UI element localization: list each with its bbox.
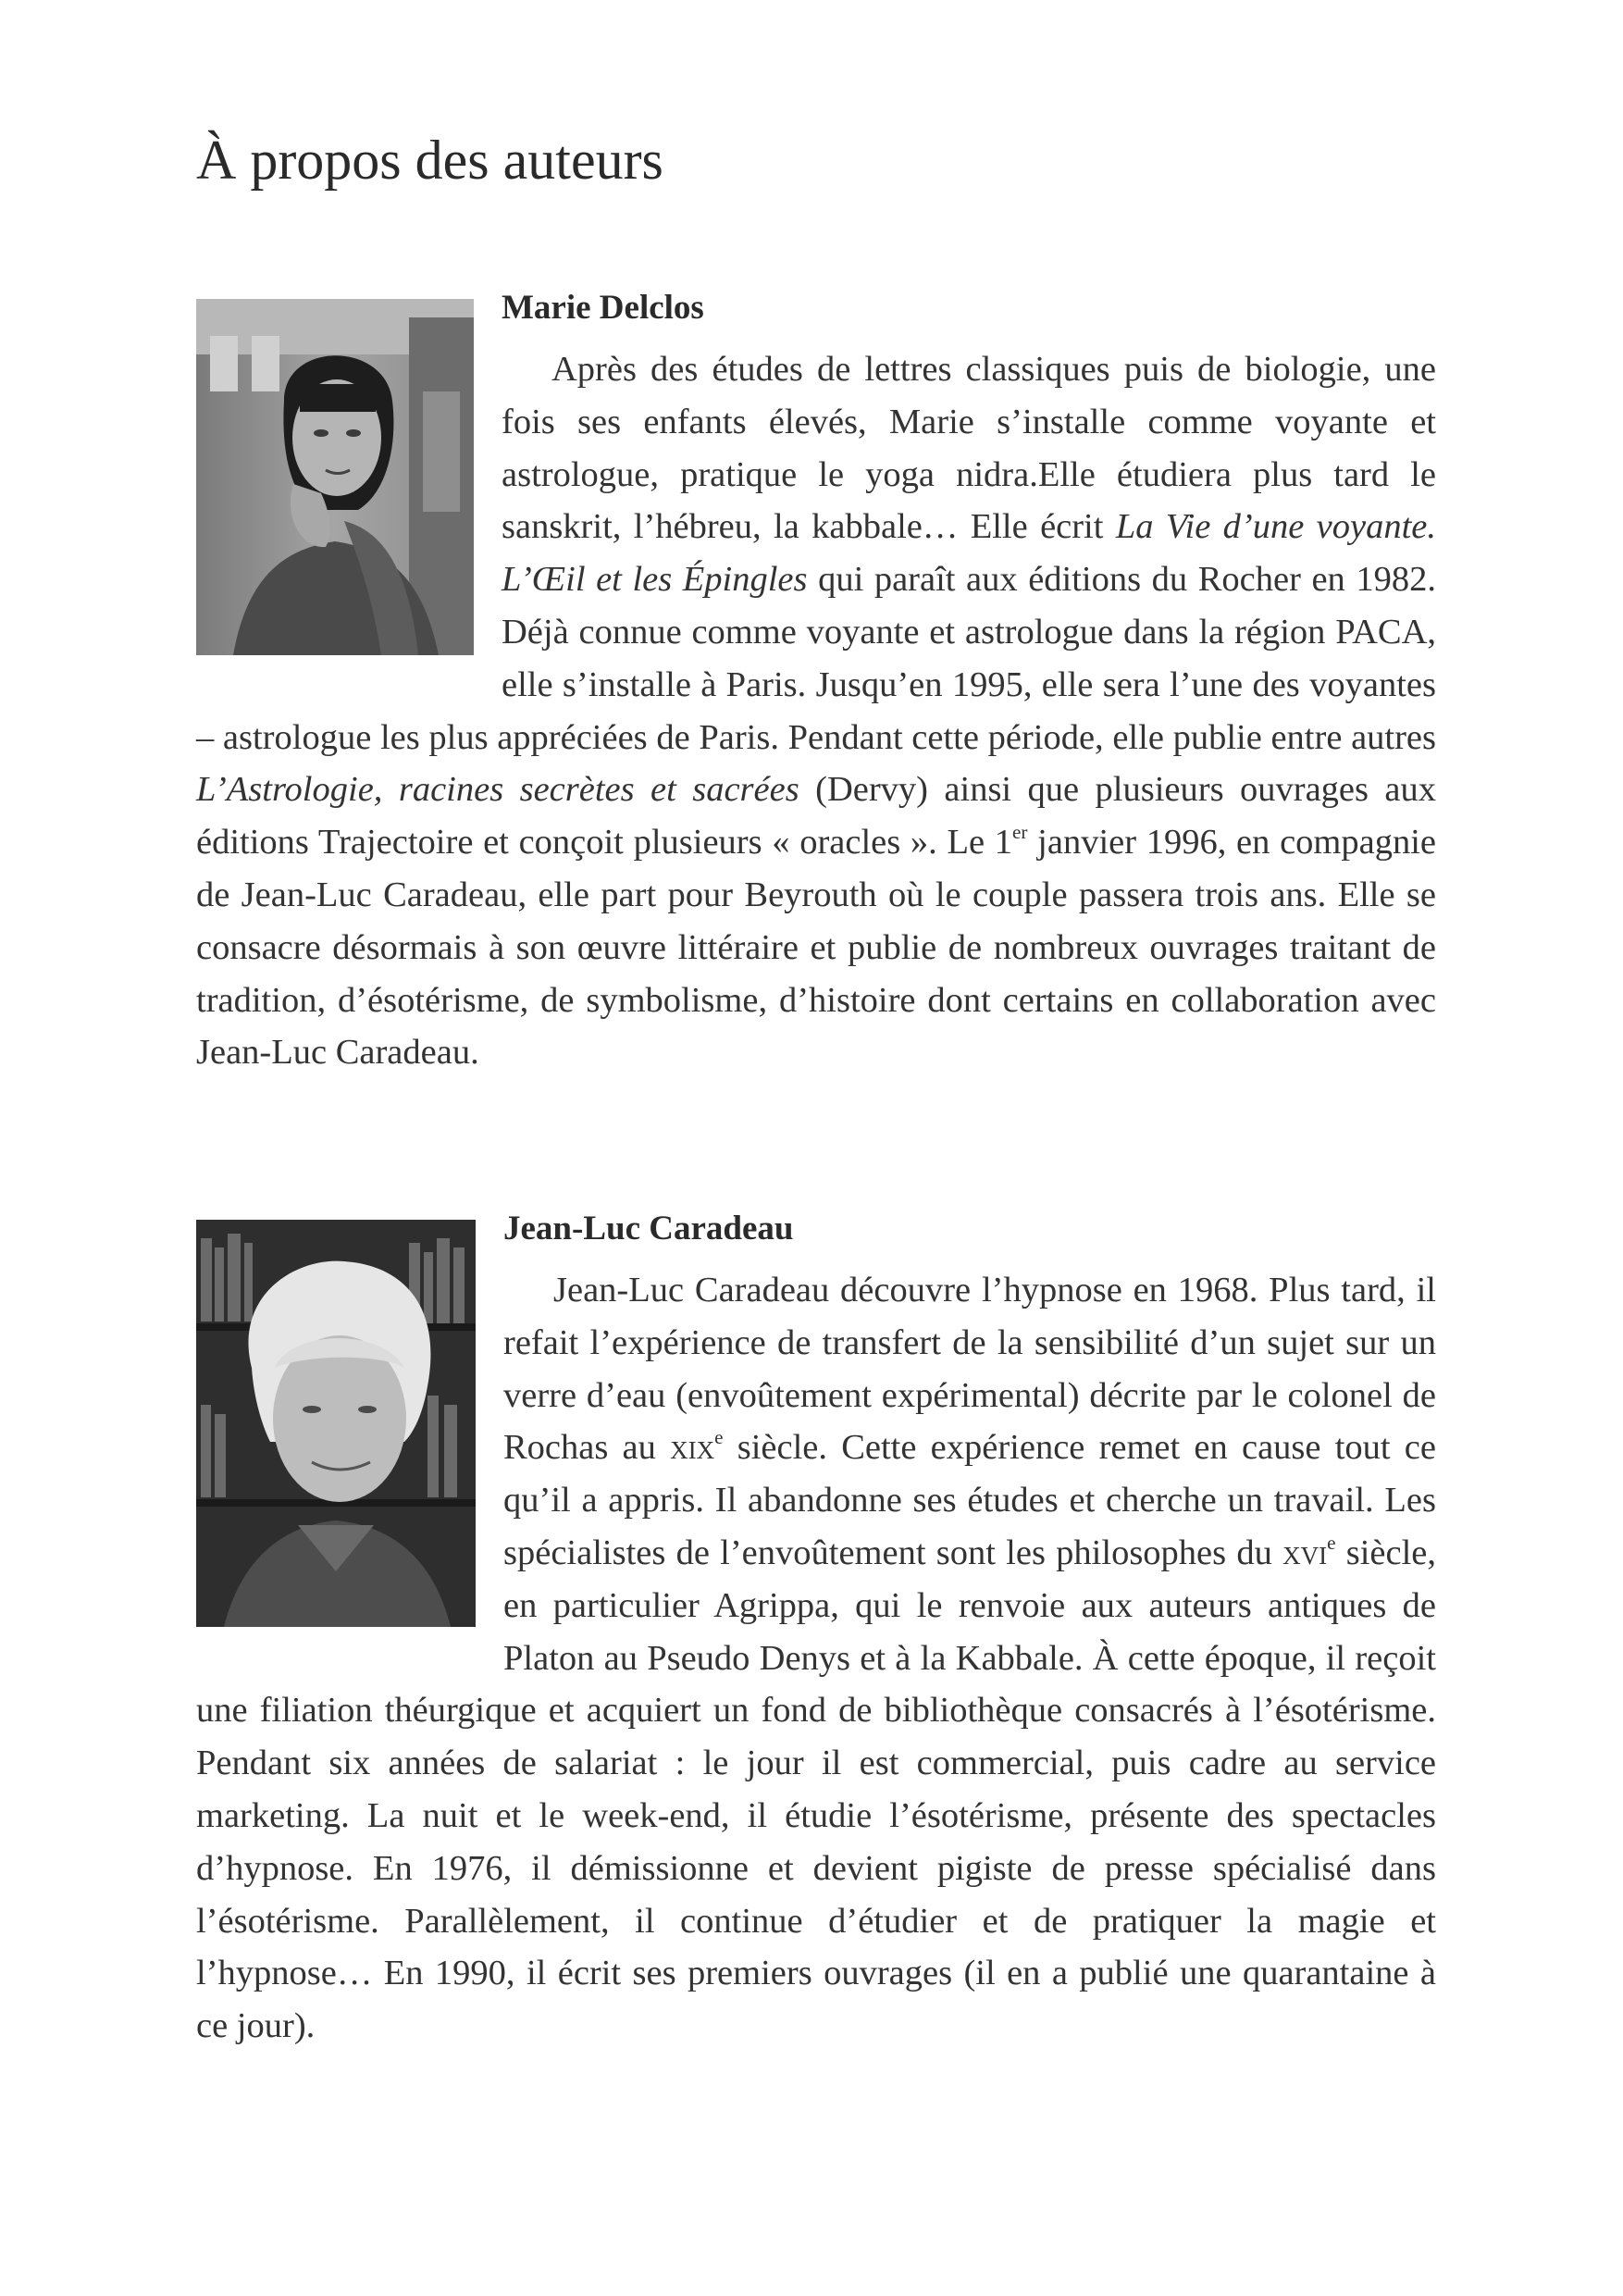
- bio-text: Jean-Luc Caradeau découvre l’hypnose en 1968. Plus tard, il refait l’expérience de transfert de la sensibilité d’un sujet sur un verre d’eau (envoûtement expérimental) décrite par le colonel de Rochas au: [503, 1271, 1436, 1468]
- bio-text: siècle. Cette expérience remet en cause tout ce qu’il a appris. Il abandonne ses études et cherche un travail. Les spécialistes de l’envoûtement sont les philosophes du: [503, 1428, 1436, 1572]
- page-title: À propos des auteurs: [196, 130, 663, 191]
- author-photo-marie-delclos: [196, 299, 474, 655]
- ordinal-suffix: e: [714, 1426, 724, 1449]
- author-section-jean-luc-caradeau: [196, 1203, 1436, 2053]
- century-numeral: xvi: [1282, 1533, 1328, 1572]
- book-title: L’Astrologie, racines secrètes et sacrées: [196, 770, 799, 810]
- bio-text: (Dervy) ainsi que plusieurs ouvrages aux éditions Trajectoire et conçoit plusieurs « oracles ». Le 1: [196, 770, 1436, 863]
- author-name: Marie Delclos: [502, 289, 704, 327]
- bio-text: siècle, en particulier Agrippa, qui le renvoie aux auteurs antiques de Platon au Pseudo Denys et à la Kabbale. À cette époque, il reçoit une filiation théurgique et acquiert un fond de bibliothèque consacrés à l’ésotérisme. Pendant six années de salariat : le jour il est commercial, puis cadre au service marketing. La nuit et le week-end, il étudie l’ésotérisme, présente des spectacles d’hypnose. En 1976, il démissionne et devient pigiste de presse spécialisé dans l’ésotérisme. Parallèlement, il continue d’étudier et de pratiquer la magie et l’hypnose… En 1990, il écrit ses premiers ouvrages (il en a publié une quarantaine à ce jour).: [196, 1533, 1436, 2046]
- ordinal-suffix: er: [1012, 821, 1028, 844]
- book-title: La Vie d’une voyante. L’Œil et les Épingles: [502, 507, 1436, 600]
- author-section-marie-delclos: [196, 282, 1436, 1079]
- author-name: Jean-Luc Caradeau: [503, 1210, 794, 1247]
- century-numeral: xix: [670, 1428, 715, 1468]
- ordinal-suffix: e: [1327, 1532, 1336, 1555]
- bio-text: qui paraît aux éditions du Rocher en 1982. Déjà connue comme voyante et astrologue dans la région PACA, elle s’installe à Paris. Jusqu’en 1995, elle sera l’une des voyantes – astrologue les plus appréciées de Paris. Pendant cette période, elle publie entre autres: [196, 560, 1436, 757]
- bio-text: Après des études de lettres classiques puis de biologie, une fois ses enfants élevés, Marie s’installe comme voyante et astrologue, pratique le yoga nidra.Elle étudiera plus tard le sanskrit, l’hébreu, la kabbale… Elle écrit: [502, 350, 1436, 547]
- author-photo-jean-luc-caradeau: [196, 1220, 476, 1627]
- bio-text: janvier 1996, en compagnie de Jean-Luc Caradeau, elle part pour Beyrouth où le couple passera trois ans. Elle se consacre désormais à son œuvre littéraire et publie de nombreux ouvrages traitant de tradition, d’ésotérisme, de symbolisme, d’histoire dont certains en collaboration avec Jean-Luc Caradeau.: [196, 823, 1436, 1073]
